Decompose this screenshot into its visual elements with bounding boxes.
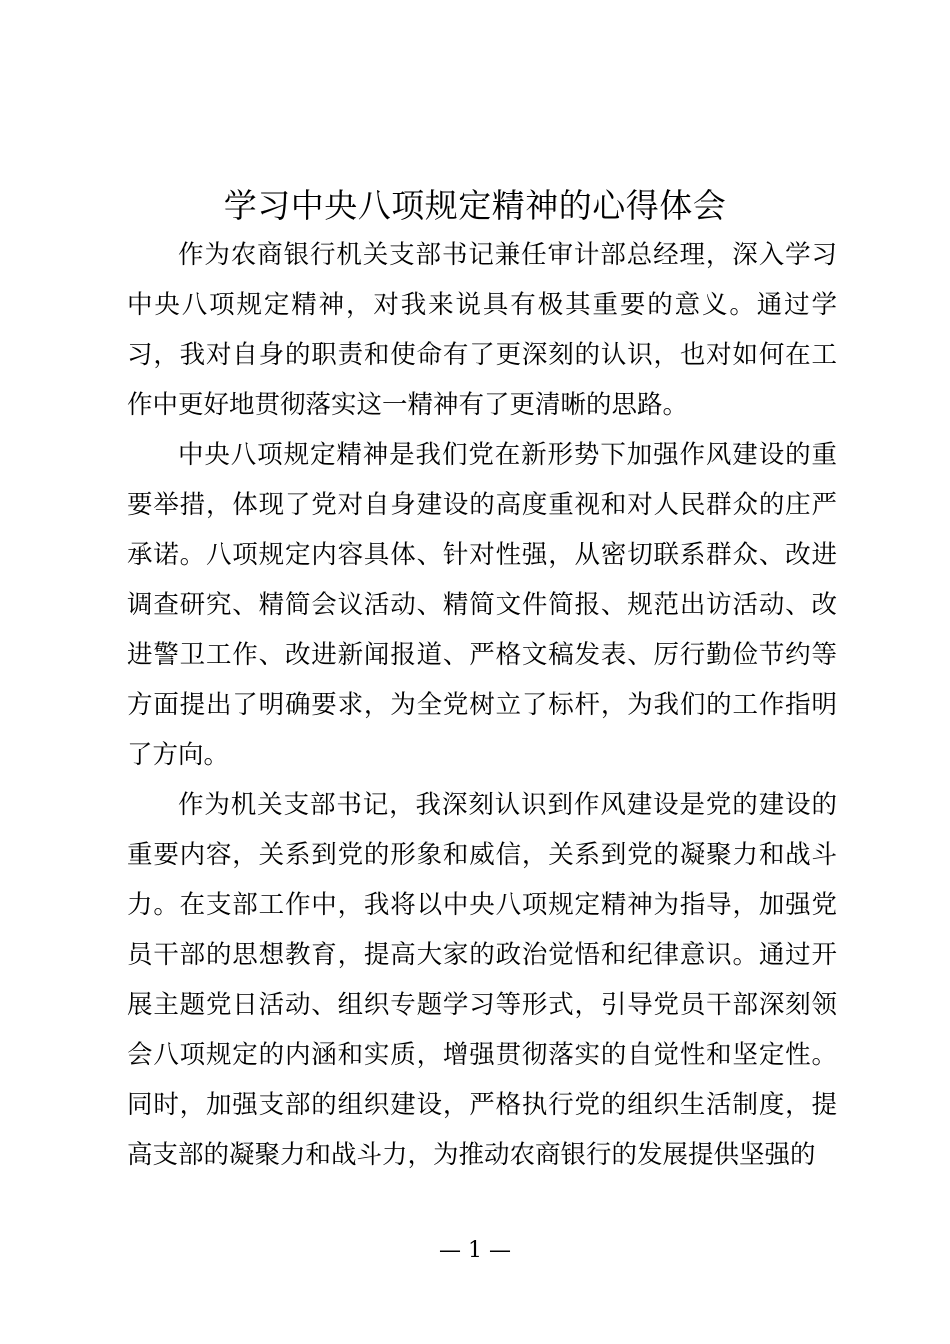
page-number: — 1 — — [439, 1238, 511, 1263]
document-title: 学习中央八项规定精神的心得体会 — [223, 186, 727, 225]
paragraph-2: 中央八项规定精神是我们党在新形势下加强作风建设的重要举措，体现了党对自身建设的高度重视和对人民群众的庄严承诺。八项规定内容具体、针对性强，从密切联系群众、改进调查研究、精简会议活动、精简文件简报、规范出访活动、改进警卫工作、改进新闻报道、严格文稿发表、厉行勤俭节约等方面提出了明确要求，为全党树立了标杆，为我们的工作指明了方向。 — [127, 440, 837, 770]
paragraph-3: 作为机关支部书记，我深刻认识到作风建设是党的建设的重要内容，关系到党的形象和威信，关系到党的凝聚力和战斗力。在支部工作中，我将以中央八项规定精神为指导，加强党员干部的思想教育，提高大家的政治觉悟和纪律意识。通过开展主题党日活动、组织专题学习等形式，引导党员干部深刻领会八项规定的内涵和实质，增强贯彻落实的自觉性和坚定性。同时，加强支部的组织建设，严格执行党的组织生活制度，提高支部的凝聚力和战斗力，为推动农商银行的发展提供坚强的 — [127, 790, 837, 1170]
document-body — [127, 230, 837, 1180]
paragraph-1: 作为农商银行机关支部书记兼任审计部总经理，深入学习中央八项规定精神，对我来说具有极其重要的意义。通过学习，我对自身的职责和使命有了更深刻的认识，也对如何在工作中更好地贯彻落实这一精神有了更清晰的思路。 — [127, 240, 837, 420]
